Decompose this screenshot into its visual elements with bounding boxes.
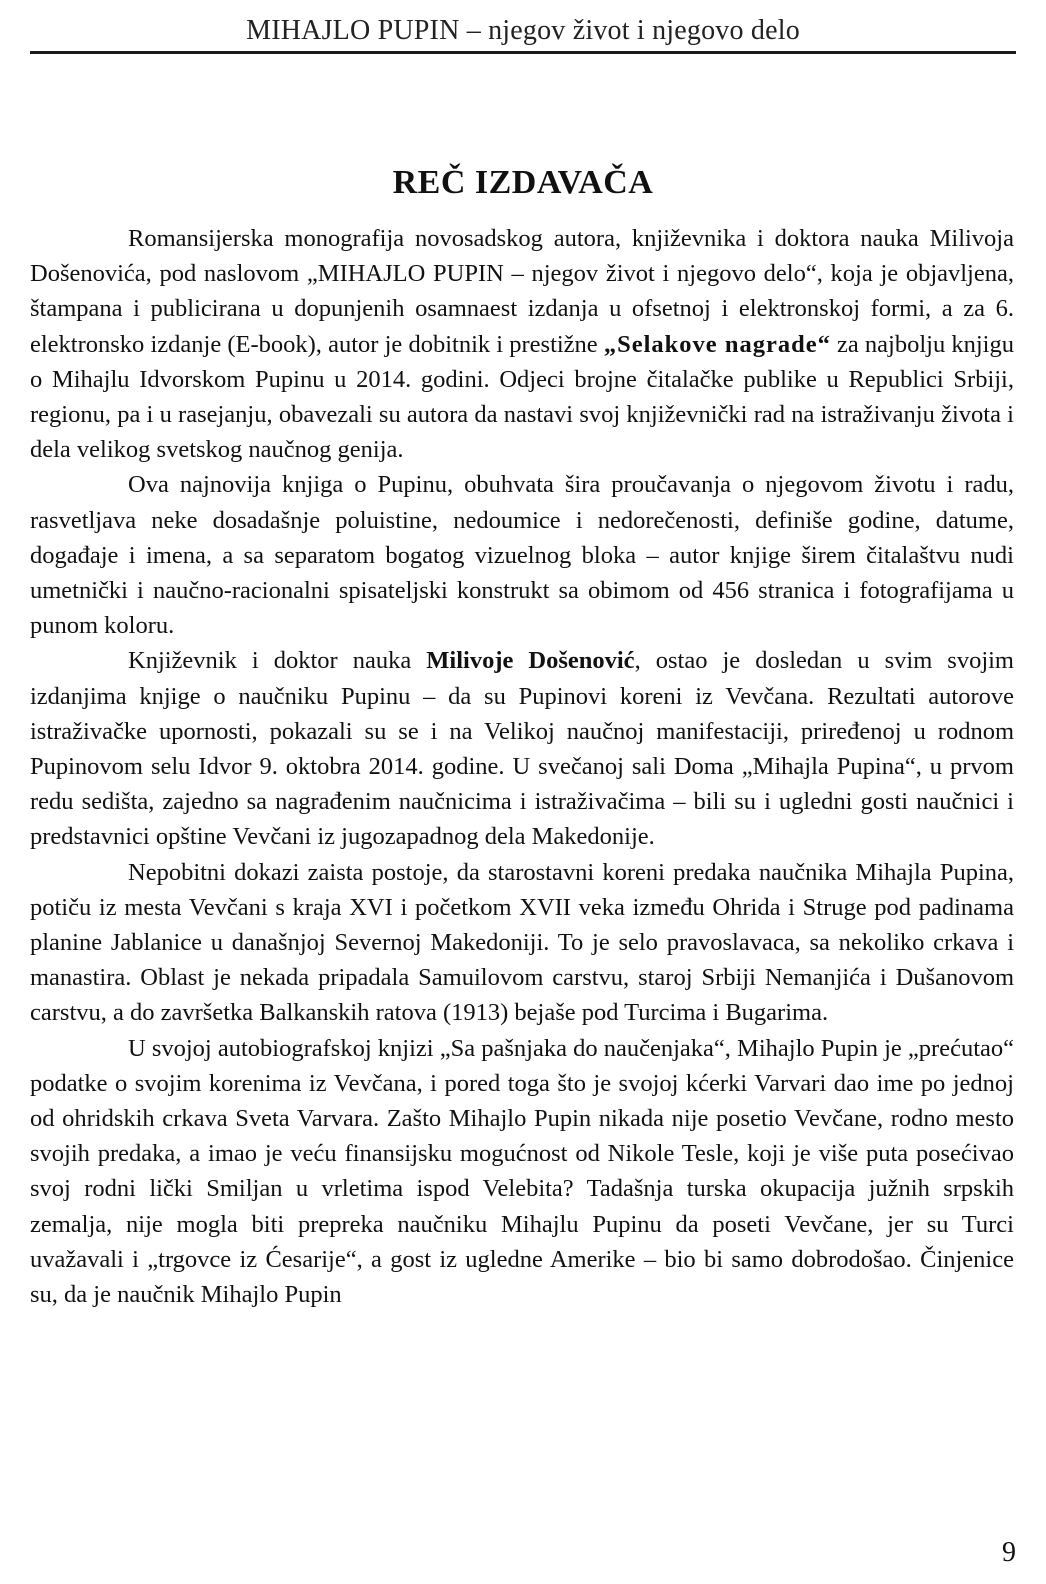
- paragraph-5: U svojoj autobiografskoj knjizi „Sa pašnjaka do naučenjaka“, Mihajlo Pupin je „prećutao“ podatke o svojim korenima iz Vevčana, i pored toga što je svojoj kćerki Varvari dao ime po jednoj od ohridskih crkava Sveta Varvara. Zašto Mihajlo Pupin nikada nije posetio Vevčane, rodno mesto svojih predaka, a imao je veću finansijsku mogućnost od Nikole Tesle, koji je više puta posećivao svoj rodni lički Smiljan u vrletima ispod Velebita? Tadašnja turska okupacija južnih srpskih zemalja, nije mogla biti prepreka naučniku Mihajlu Pupinu da poseti Vevčane, jer su Turci uvažavali i „trgovce iz Ćesarije“, a gost iz ugledne Amerike – bio bi samo dobrodošao. Činjenice su, da je naučnik Mihajlo Pupin: [30, 1034, 1014, 1309]
- header-rule: [30, 51, 1016, 54]
- running-header: MIHAJLO PUPIN – njegov život i njegovo delo: [246, 15, 800, 46]
- paragraph-1-text-end: za najbolju knjigu o Mihajlu Idvorskom Pupinu u 2014. godini. Odjeci brojne čitalačke publike u Republici Srbiji, regionu, pa i u rasejanju, obavezali su autora da nastavi svoj književnički rad na istraživanju života i dela velikog svetskog naučnog genija.: [30, 330, 1014, 464]
- paragraph-2: Ova najnovija knjiga o Pupinu, obuhvata šira proučavanja o njegovom životu i radu, rasvetljava neke dosadašnje poluistine, nedoumice i nedorečenosti, definiše godine, datume, događaje i imena, a sa separatom bogatog vizuelnog bloka – autor knjige širem čitalaštvu nudi umetnički i naučno-racionalni spisateljski konstrukt sa obimom od 456 stranica i fotografijama u punom koloru.: [30, 471, 1014, 640]
- page-number: 9: [1002, 1537, 1016, 1568]
- paragraph-4: Nepobitni dokazi zaista postoje, da starostavni koreni predaka naučnika Mihajla Pupina, potiču iz mesta Vevčani s kraja XVI i početkom XVII veka između Ohrida i Struge pod padinama planine Jablanice u današnjoj Severnoj Makedoniji. To je selo pravoslavaca, sa nekoliko crkava i manastira. Oblast je nekada pripadala Samuilovom carstvu, staroj Srbiji Nemanjića i Dušanovom carstvu, a do završetka Balkanskih ratova (1913) bejaše pod Turcima i Bugarima.: [30, 858, 1014, 1027]
- paragraph-3: [30, 643, 1014, 854]
- paragraph-3-text-end: , ostao je dosledan u svim svojim izdanjima knjige o naučniku Pupinu – da su Pupinovi koreni iz Vevčana. Rezultati autorove istraživačke upornosti, pokazali su se i na Velikoj naučnoj manifestaciji, priređenoj u rodnom Pupinovom selu Idvor 9. oktobra 2014. godine. U svečanoj sali Doma „Mihajla Pupina“, u prvom redu sedišta, zajedno sa nagrađenim naučnicima i istraživačima – bili su i ugledni gosti naučnici i predstavnici opštine Vevčani iz jugozapadnog dela Makedonije.: [30, 647, 1014, 851]
- chapter-title: REČ IZDAVAČA: [392, 163, 654, 201]
- paragraph-3-text-start: Književnik i doktor nauka: [128, 647, 427, 675]
- award-name: „Selakove nagrade“: [603, 330, 831, 358]
- author-name: Milivoje Došenović: [426, 647, 635, 675]
- body-text: [30, 221, 1014, 1312]
- paragraph-1-text-start: Romansijerska monografija novosadskog autora, književnika i doktora nauka Milivoja Došenovića, pod naslovom „MIHAJLO PUPIN – njegov život i njegovo delo“, koja je objavljena, štampana i publicirana u dopunjenih osamnaest izdanja u ofsetnoj i elektronskoj formi, a za 6. elektronsko izdanje (E-book), autor je dobitnik i prestižne: [30, 225, 1014, 358]
- paragraph-1: [30, 221, 1014, 467]
